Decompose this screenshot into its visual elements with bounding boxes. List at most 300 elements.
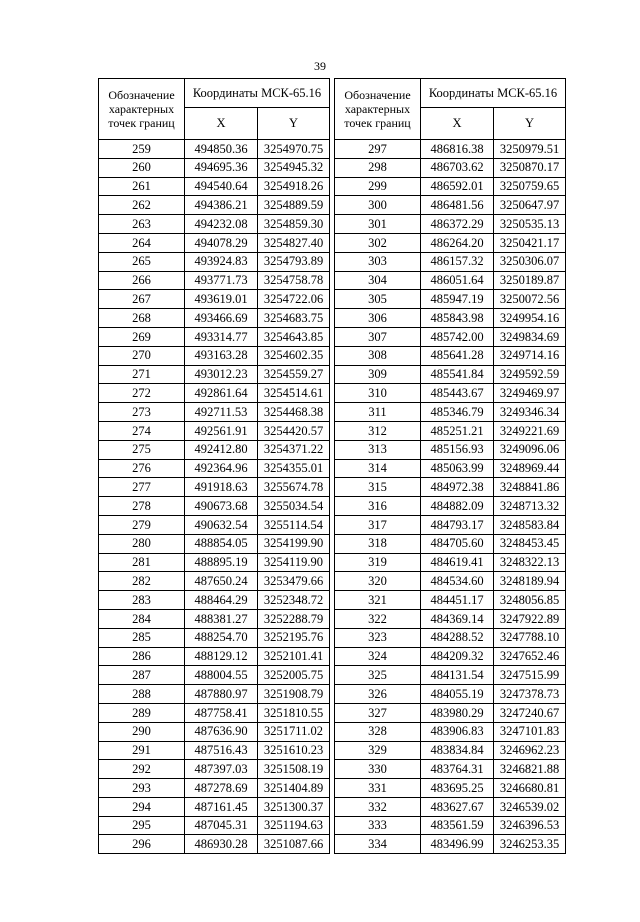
x-coordinate-cell: 483834.84 xyxy=(421,741,494,760)
point-number-cell: 277 xyxy=(99,478,185,497)
table-row xyxy=(99,177,330,196)
table-row xyxy=(99,459,330,478)
point-number-cell: 298 xyxy=(335,158,421,177)
x-coordinate-cell: 493619.01 xyxy=(185,290,258,309)
x-coordinate-cell: 486592.01 xyxy=(421,177,494,196)
x-coordinate-cell: 483764.31 xyxy=(421,760,494,779)
point-number-cell: 268 xyxy=(99,309,185,328)
table-row xyxy=(99,365,330,384)
x-coordinate-cell: 488464.29 xyxy=(185,591,258,610)
table-row xyxy=(99,252,330,271)
x-coordinate-cell: 487758.41 xyxy=(185,703,258,722)
y-coordinate-cell: 3251908.79 xyxy=(258,685,330,704)
x-coordinate-cell: 494695.36 xyxy=(185,158,258,177)
point-number-cell: 289 xyxy=(99,703,185,722)
y-coordinate-cell: 3247515.99 xyxy=(494,666,566,685)
y-coordinate-cell: 3255034.54 xyxy=(258,497,330,516)
y-coordinate-cell: 3247922.89 xyxy=(494,609,566,628)
table-row xyxy=(335,816,566,835)
x-coordinate-cell: 488854.05 xyxy=(185,534,258,553)
point-number-cell: 293 xyxy=(99,779,185,798)
point-number-cell: 267 xyxy=(99,290,185,309)
x-coordinate-cell: 484972.38 xyxy=(421,478,494,497)
point-number-cell: 286 xyxy=(99,647,185,666)
table-row xyxy=(335,421,566,440)
y-coordinate-cell: 3248583.84 xyxy=(494,515,566,534)
y-coordinate-cell: 3252101.41 xyxy=(258,647,330,666)
x-coordinate-cell: 484793.17 xyxy=(421,515,494,534)
table-row xyxy=(335,327,566,346)
table-row xyxy=(335,233,566,252)
y-coordinate-cell: 3247240.67 xyxy=(494,703,566,722)
table-row xyxy=(335,440,566,459)
table-row xyxy=(99,478,330,497)
point-number-cell: 332 xyxy=(335,797,421,816)
table-row xyxy=(335,177,566,196)
header-coordinates: Координаты МСК-65.16 xyxy=(185,79,330,108)
table-row xyxy=(335,346,566,365)
y-coordinate-cell: 3254559.27 xyxy=(258,365,330,384)
table-row xyxy=(99,440,330,459)
x-coordinate-cell: 494386.21 xyxy=(185,196,258,215)
point-number-cell: 308 xyxy=(335,346,421,365)
table-row xyxy=(335,215,566,234)
header-y: Y xyxy=(494,108,566,140)
y-coordinate-cell: 3250647.97 xyxy=(494,196,566,215)
point-number-cell: 279 xyxy=(99,515,185,534)
x-coordinate-cell: 485947.19 xyxy=(421,290,494,309)
y-coordinate-cell: 3255674.78 xyxy=(258,478,330,497)
point-number-cell: 333 xyxy=(335,816,421,835)
point-number-cell: 300 xyxy=(335,196,421,215)
y-coordinate-cell: 3248713.32 xyxy=(494,497,566,516)
y-coordinate-cell: 3252288.79 xyxy=(258,609,330,628)
y-coordinate-cell: 3254199.90 xyxy=(258,534,330,553)
x-coordinate-cell: 487278.69 xyxy=(185,779,258,798)
y-coordinate-cell: 3251711.02 xyxy=(258,722,330,741)
table-row xyxy=(99,327,330,346)
y-coordinate-cell: 3252195.76 xyxy=(258,628,330,647)
y-coordinate-cell: 3249834.69 xyxy=(494,327,566,346)
y-coordinate-cell: 3254758.78 xyxy=(258,271,330,290)
point-number-cell: 274 xyxy=(99,421,185,440)
table-row xyxy=(335,403,566,422)
table-row xyxy=(335,666,566,685)
y-coordinate-cell: 3247101.83 xyxy=(494,722,566,741)
y-coordinate-cell: 3254355.01 xyxy=(258,459,330,478)
point-number-cell: 273 xyxy=(99,403,185,422)
x-coordinate-cell: 487880.97 xyxy=(185,685,258,704)
point-number-cell: 281 xyxy=(99,553,185,572)
table-row xyxy=(335,478,566,497)
x-coordinate-cell: 486051.64 xyxy=(421,271,494,290)
x-coordinate-cell: 487397.03 xyxy=(185,760,258,779)
point-number-cell: 282 xyxy=(99,572,185,591)
table-row xyxy=(99,158,330,177)
x-coordinate-cell: 483627.67 xyxy=(421,797,494,816)
table-row xyxy=(335,741,566,760)
y-coordinate-cell: 3246962.23 xyxy=(494,741,566,760)
point-number-cell: 262 xyxy=(99,196,185,215)
x-coordinate-cell: 494232.08 xyxy=(185,215,258,234)
x-coordinate-cell: 486372.29 xyxy=(421,215,494,234)
x-coordinate-cell: 493012.23 xyxy=(185,365,258,384)
point-number-cell: 321 xyxy=(335,591,421,610)
x-coordinate-cell: 484288.52 xyxy=(421,628,494,647)
point-number-cell: 306 xyxy=(335,309,421,328)
point-number-cell: 301 xyxy=(335,215,421,234)
point-number-cell: 328 xyxy=(335,722,421,741)
x-coordinate-cell: 484451.17 xyxy=(421,591,494,610)
y-coordinate-cell: 3250535.13 xyxy=(494,215,566,234)
x-coordinate-cell: 484055.19 xyxy=(421,685,494,704)
y-coordinate-cell: 3251508.19 xyxy=(258,760,330,779)
y-coordinate-cell: 3247652.46 xyxy=(494,647,566,666)
point-number-cell: 313 xyxy=(335,440,421,459)
point-number-cell: 285 xyxy=(99,628,185,647)
coordinates-table-right xyxy=(334,78,566,854)
table-row xyxy=(99,290,330,309)
table-row xyxy=(335,252,566,271)
table-row xyxy=(99,140,330,159)
table-row xyxy=(99,384,330,403)
table-row xyxy=(335,515,566,534)
table-row xyxy=(99,591,330,610)
x-coordinate-cell: 484882.09 xyxy=(421,497,494,516)
point-number-cell: 320 xyxy=(335,572,421,591)
table-row xyxy=(99,233,330,252)
y-coordinate-cell: 3254602.35 xyxy=(258,346,330,365)
point-number-cell: 311 xyxy=(335,403,421,422)
point-number-cell: 291 xyxy=(99,741,185,760)
point-number-cell: 283 xyxy=(99,591,185,610)
y-coordinate-cell: 3250759.65 xyxy=(494,177,566,196)
x-coordinate-cell: 483561.59 xyxy=(421,816,494,835)
x-coordinate-cell: 494850.36 xyxy=(185,140,258,159)
x-coordinate-cell: 485843.98 xyxy=(421,309,494,328)
point-number-cell: 323 xyxy=(335,628,421,647)
y-coordinate-cell: 3254889.59 xyxy=(258,196,330,215)
x-coordinate-cell: 491918.63 xyxy=(185,478,258,497)
y-coordinate-cell: 3246396.53 xyxy=(494,816,566,835)
y-coordinate-cell: 3249221.69 xyxy=(494,421,566,440)
point-number-cell: 299 xyxy=(335,177,421,196)
point-number-cell: 304 xyxy=(335,271,421,290)
point-number-cell: 272 xyxy=(99,384,185,403)
table-row xyxy=(335,628,566,647)
y-coordinate-cell: 3247378.73 xyxy=(494,685,566,704)
header-coordinates: Координаты МСК-65.16 xyxy=(421,79,566,108)
y-coordinate-cell: 3248453.45 xyxy=(494,534,566,553)
table-row xyxy=(335,196,566,215)
point-number-cell: 309 xyxy=(335,365,421,384)
y-coordinate-cell: 3254859.30 xyxy=(258,215,330,234)
y-coordinate-cell: 3254420.57 xyxy=(258,421,330,440)
y-coordinate-cell: 3254918.26 xyxy=(258,177,330,196)
x-coordinate-cell: 490632.54 xyxy=(185,515,258,534)
x-coordinate-cell: 488895.19 xyxy=(185,553,258,572)
point-number-cell: 317 xyxy=(335,515,421,534)
x-coordinate-cell: 485063.99 xyxy=(421,459,494,478)
point-number-cell: 259 xyxy=(99,140,185,159)
x-coordinate-cell: 485443.67 xyxy=(421,384,494,403)
table-row xyxy=(335,685,566,704)
y-coordinate-cell: 3255114.54 xyxy=(258,515,330,534)
x-coordinate-cell: 485641.28 xyxy=(421,346,494,365)
point-number-cell: 284 xyxy=(99,609,185,628)
point-number-cell: 261 xyxy=(99,177,185,196)
y-coordinate-cell: 3246253.35 xyxy=(494,835,566,854)
point-number-cell: 294 xyxy=(99,797,185,816)
y-coordinate-cell: 3248322.13 xyxy=(494,553,566,572)
point-number-cell: 312 xyxy=(335,421,421,440)
point-number-cell: 288 xyxy=(99,685,185,704)
table-row xyxy=(335,760,566,779)
point-number-cell: 322 xyxy=(335,609,421,628)
x-coordinate-cell: 486703.62 xyxy=(421,158,494,177)
table-row xyxy=(335,591,566,610)
header-point-label: Обозначение характерных точек границ xyxy=(335,79,421,140)
x-coordinate-cell: 484534.60 xyxy=(421,572,494,591)
point-number-cell: 331 xyxy=(335,779,421,798)
point-number-cell: 329 xyxy=(335,741,421,760)
y-coordinate-cell: 3251300.37 xyxy=(258,797,330,816)
table-row xyxy=(99,722,330,741)
table-row xyxy=(99,609,330,628)
header-x: X xyxy=(185,108,258,140)
y-coordinate-cell: 3249469.97 xyxy=(494,384,566,403)
x-coordinate-cell: 484369.14 xyxy=(421,609,494,628)
x-coordinate-cell: 487161.45 xyxy=(185,797,258,816)
x-coordinate-cell: 494540.64 xyxy=(185,177,258,196)
table-row xyxy=(99,421,330,440)
table-row xyxy=(335,384,566,403)
point-number-cell: 270 xyxy=(99,346,185,365)
point-number-cell: 330 xyxy=(335,760,421,779)
point-number-cell: 327 xyxy=(335,703,421,722)
y-coordinate-cell: 3254643.85 xyxy=(258,327,330,346)
y-coordinate-cell: 3246821.88 xyxy=(494,760,566,779)
point-number-cell: 319 xyxy=(335,553,421,572)
point-number-cell: 325 xyxy=(335,666,421,685)
y-coordinate-cell: 3254945.32 xyxy=(258,158,330,177)
x-coordinate-cell: 493163.28 xyxy=(185,346,258,365)
table-row xyxy=(335,835,566,854)
x-coordinate-cell: 488129.12 xyxy=(185,647,258,666)
table-row xyxy=(335,497,566,516)
y-coordinate-cell: 3250870.17 xyxy=(494,158,566,177)
table-row xyxy=(99,553,330,572)
table-row xyxy=(99,403,330,422)
y-coordinate-cell: 3249592.59 xyxy=(494,365,566,384)
point-number-cell: 297 xyxy=(335,140,421,159)
y-coordinate-cell: 3250306.07 xyxy=(494,252,566,271)
table-row xyxy=(335,534,566,553)
y-coordinate-cell: 3248841.86 xyxy=(494,478,566,497)
point-number-cell: 280 xyxy=(99,534,185,553)
point-number-cell: 269 xyxy=(99,327,185,346)
y-coordinate-cell: 3248189.94 xyxy=(494,572,566,591)
y-coordinate-cell: 3249346.34 xyxy=(494,403,566,422)
point-number-cell: 263 xyxy=(99,215,185,234)
table-row xyxy=(99,515,330,534)
x-coordinate-cell: 492364.96 xyxy=(185,459,258,478)
x-coordinate-cell: 493924.83 xyxy=(185,252,258,271)
y-coordinate-cell: 3249954.16 xyxy=(494,309,566,328)
coordinates-table-left xyxy=(98,78,330,854)
table-row xyxy=(99,835,330,854)
point-number-cell: 324 xyxy=(335,647,421,666)
table-row xyxy=(335,553,566,572)
point-number-cell: 275 xyxy=(99,440,185,459)
y-coordinate-cell: 3254683.75 xyxy=(258,309,330,328)
page-number: 39 xyxy=(314,59,326,73)
x-coordinate-cell: 488381.27 xyxy=(185,609,258,628)
table-row xyxy=(335,609,566,628)
x-coordinate-cell: 483496.99 xyxy=(421,835,494,854)
point-number-cell: 302 xyxy=(335,233,421,252)
x-coordinate-cell: 488254.70 xyxy=(185,628,258,647)
x-coordinate-cell: 486930.28 xyxy=(185,835,258,854)
table-row xyxy=(99,647,330,666)
y-coordinate-cell: 3254793.89 xyxy=(258,252,330,271)
table-row xyxy=(335,271,566,290)
point-number-cell: 276 xyxy=(99,459,185,478)
y-coordinate-cell: 3246539.02 xyxy=(494,797,566,816)
x-coordinate-cell: 488004.55 xyxy=(185,666,258,685)
y-coordinate-cell: 3251404.89 xyxy=(258,779,330,798)
table-row xyxy=(99,666,330,685)
y-coordinate-cell: 3253479.66 xyxy=(258,572,330,591)
x-coordinate-cell: 485156.93 xyxy=(421,440,494,459)
x-coordinate-cell: 483906.83 xyxy=(421,722,494,741)
x-coordinate-cell: 486264.20 xyxy=(421,233,494,252)
y-coordinate-cell: 3251087.66 xyxy=(258,835,330,854)
header-y: Y xyxy=(258,108,330,140)
table-row xyxy=(99,741,330,760)
x-coordinate-cell: 486157.32 xyxy=(421,252,494,271)
x-coordinate-cell: 487636.90 xyxy=(185,722,258,741)
point-number-cell: 265 xyxy=(99,252,185,271)
table-row xyxy=(335,572,566,591)
point-number-cell: 305 xyxy=(335,290,421,309)
table-row xyxy=(335,309,566,328)
y-coordinate-cell: 3249096.06 xyxy=(494,440,566,459)
table-row xyxy=(335,140,566,159)
x-coordinate-cell: 492561.91 xyxy=(185,421,258,440)
y-coordinate-cell: 3254970.75 xyxy=(258,140,330,159)
point-number-cell: 334 xyxy=(335,835,421,854)
point-number-cell: 326 xyxy=(335,685,421,704)
table-row xyxy=(99,196,330,215)
y-coordinate-cell: 3254119.90 xyxy=(258,553,330,572)
table-row xyxy=(335,797,566,816)
point-number-cell: 314 xyxy=(335,459,421,478)
table-row xyxy=(335,365,566,384)
table-row xyxy=(99,309,330,328)
x-coordinate-cell: 493314.77 xyxy=(185,327,258,346)
y-coordinate-cell: 3251810.55 xyxy=(258,703,330,722)
y-coordinate-cell: 3252348.72 xyxy=(258,591,330,610)
point-number-cell: 307 xyxy=(335,327,421,346)
table-row xyxy=(99,215,330,234)
table-row xyxy=(335,158,566,177)
table-row xyxy=(99,534,330,553)
x-coordinate-cell: 484705.60 xyxy=(421,534,494,553)
y-coordinate-cell: 3252005.75 xyxy=(258,666,330,685)
x-coordinate-cell: 494078.29 xyxy=(185,233,258,252)
point-number-cell: 292 xyxy=(99,760,185,779)
point-number-cell: 315 xyxy=(335,478,421,497)
point-number-cell: 318 xyxy=(335,534,421,553)
y-coordinate-cell: 3251194.63 xyxy=(258,816,330,835)
table-row xyxy=(99,346,330,365)
point-number-cell: 264 xyxy=(99,233,185,252)
y-coordinate-cell: 3254371.22 xyxy=(258,440,330,459)
table-row xyxy=(99,628,330,647)
x-coordinate-cell: 484131.54 xyxy=(421,666,494,685)
table-row xyxy=(335,459,566,478)
y-coordinate-cell: 3250979.51 xyxy=(494,140,566,159)
x-coordinate-cell: 493771.73 xyxy=(185,271,258,290)
point-number-cell: 266 xyxy=(99,271,185,290)
table-row xyxy=(335,779,566,798)
point-number-cell: 303 xyxy=(335,252,421,271)
y-coordinate-cell: 3251610.23 xyxy=(258,741,330,760)
point-number-cell: 290 xyxy=(99,722,185,741)
x-coordinate-cell: 493466.69 xyxy=(185,309,258,328)
point-number-cell: 278 xyxy=(99,497,185,516)
coordinates-tables xyxy=(98,78,566,854)
x-coordinate-cell: 483695.25 xyxy=(421,779,494,798)
y-coordinate-cell: 3250421.17 xyxy=(494,233,566,252)
table-row xyxy=(99,816,330,835)
point-number-cell: 271 xyxy=(99,365,185,384)
x-coordinate-cell: 487045.31 xyxy=(185,816,258,835)
x-coordinate-cell: 492412.80 xyxy=(185,440,258,459)
x-coordinate-cell: 487516.43 xyxy=(185,741,258,760)
header-point-label: Обозначение характерных точек границ xyxy=(99,79,185,140)
y-coordinate-cell: 3248969.44 xyxy=(494,459,566,478)
y-coordinate-cell: 3254514.61 xyxy=(258,384,330,403)
x-coordinate-cell: 492861.64 xyxy=(185,384,258,403)
x-coordinate-cell: 485346.79 xyxy=(421,403,494,422)
table-row xyxy=(335,647,566,666)
table-row xyxy=(335,703,566,722)
x-coordinate-cell: 485742.00 xyxy=(421,327,494,346)
y-coordinate-cell: 3250072.56 xyxy=(494,290,566,309)
y-coordinate-cell: 3250189.87 xyxy=(494,271,566,290)
header-x: X xyxy=(421,108,494,140)
x-coordinate-cell: 484619.41 xyxy=(421,553,494,572)
point-number-cell: 296 xyxy=(99,835,185,854)
table-row xyxy=(99,497,330,516)
y-coordinate-cell: 3249714.16 xyxy=(494,346,566,365)
y-coordinate-cell: 3254827.40 xyxy=(258,233,330,252)
y-coordinate-cell: 3254468.38 xyxy=(258,403,330,422)
x-coordinate-cell: 483980.29 xyxy=(421,703,494,722)
table-row xyxy=(335,722,566,741)
table-row xyxy=(99,703,330,722)
table-row xyxy=(99,572,330,591)
point-number-cell: 316 xyxy=(335,497,421,516)
y-coordinate-cell: 3248056.85 xyxy=(494,591,566,610)
x-coordinate-cell: 490673.68 xyxy=(185,497,258,516)
y-coordinate-cell: 3254722.06 xyxy=(258,290,330,309)
point-number-cell: 310 xyxy=(335,384,421,403)
x-coordinate-cell: 486481.56 xyxy=(421,196,494,215)
table-row xyxy=(99,797,330,816)
